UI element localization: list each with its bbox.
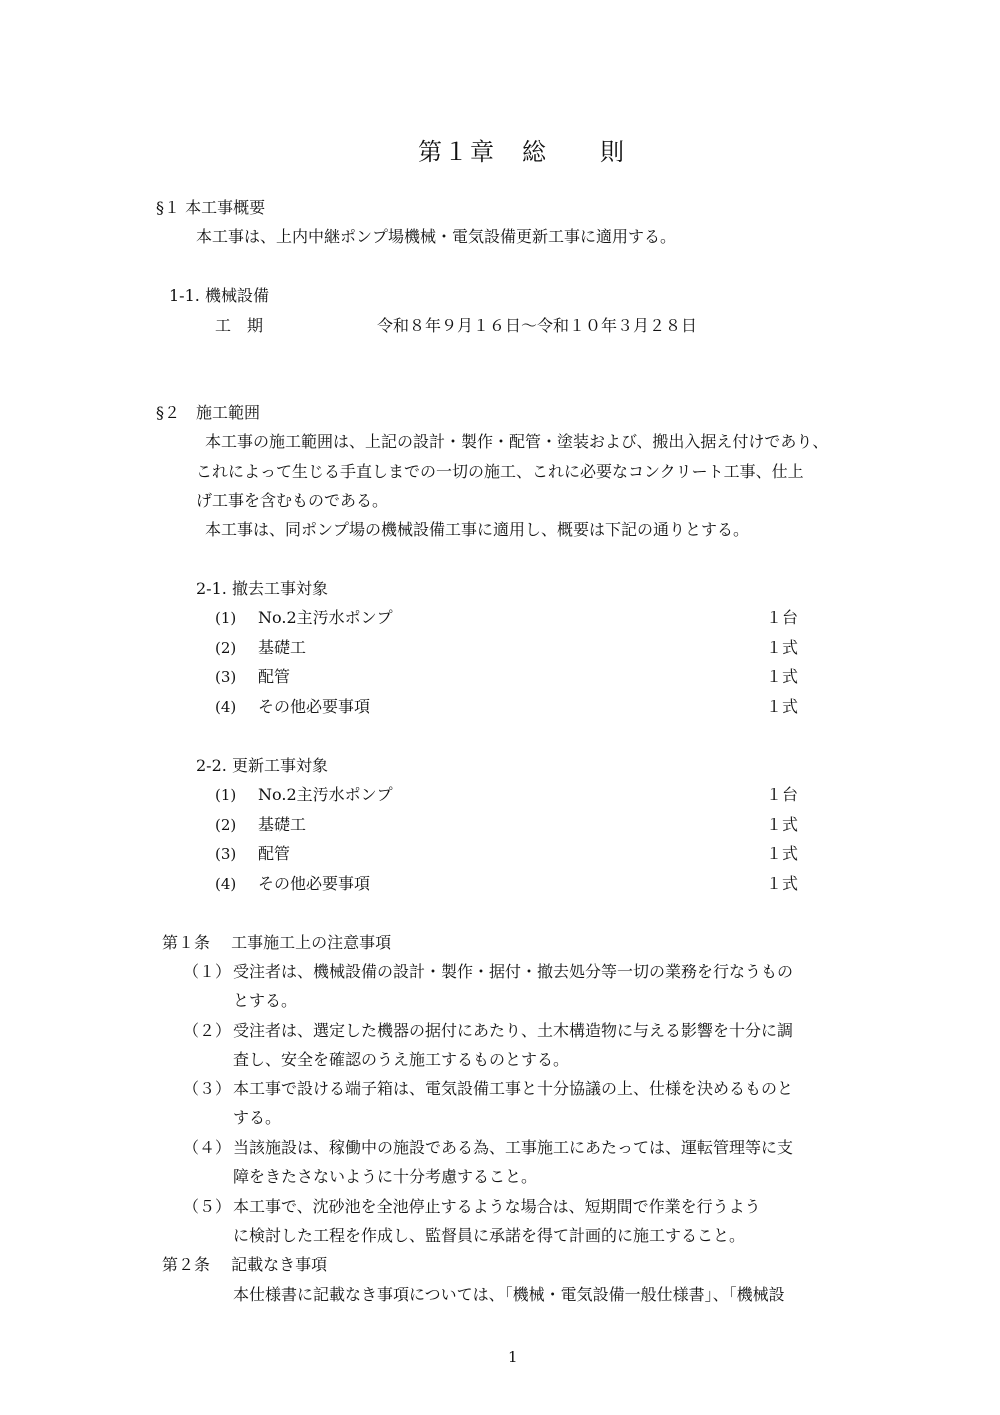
list-item-qty: １式: [766, 638, 799, 657]
article-1-item-text: 受注者は、機械設備の設計・製作・据付・撤去処分等一切の業務を行なうもの: [233, 962, 794, 981]
section-2-body-line: 本工事は、同ポンプ場の機械設備工事に適用し、概要は下記の通りとする。: [205, 520, 750, 539]
article-1-item-text: に検討した工程を作成し、監督員に承諾を得て計画的に施工すること。: [233, 1226, 746, 1245]
period-label: 工 期: [215, 316, 264, 335]
list-item-name: No.2主汚水ポンプ: [258, 785, 393, 804]
section-2-body-line: これによって生じる手直しまでの一切の施工、これに必要なコンクリート工事、仕上: [196, 462, 804, 481]
article-1-item-text: 査し、安全を確認のうえ施工するものとする。: [233, 1050, 570, 1069]
list-item-qty: １台: [766, 608, 799, 627]
list-item-number: (2): [215, 639, 237, 657]
list-item-number: (2): [215, 816, 237, 834]
section-2-body-line: 本工事の施工範囲は、上記の設計・製作・配管・塗装および、搬出入据え付けであり、: [205, 432, 829, 451]
list-item-number: (4): [215, 698, 237, 716]
article-1-item-number: （４）: [183, 1138, 232, 1157]
list-item-name: No.2主汚水ポンプ: [258, 608, 393, 627]
article-1-item-text: 障をきたさないように十分考慮すること。: [233, 1167, 538, 1186]
renewal-heading: 2-2. 更新工事対象: [196, 756, 328, 775]
section-1-body: 本工事は、上内中継ポンプ場機械・電気設備更新工事に適用する。: [196, 227, 677, 246]
section-1-1-heading: 1-1. 機械設備: [169, 286, 269, 305]
article-1-item-number: （１）: [183, 962, 232, 981]
list-item-name: 配管: [258, 844, 291, 863]
period-value: 令和８年９月１６日～令和１０年３月２８日: [377, 316, 698, 335]
article-1-item-number: （２）: [183, 1021, 232, 1040]
article-1-item-text: 本工事で設ける端子箱は、電気設備工事と十分協議の上、仕様を決めるものと: [233, 1079, 794, 1098]
removal-heading: 2-1. 撤去工事対象: [196, 579, 328, 598]
article-2-heading: 第２条 記載なき事項: [162, 1255, 328, 1274]
list-item-number: (3): [215, 845, 237, 863]
list-item-name: その他必要事項: [258, 874, 371, 893]
list-item-qty: １式: [766, 697, 799, 716]
list-item-name: 基礎工: [258, 815, 307, 834]
article-1-item-number: （５）: [183, 1197, 232, 1216]
list-item-number: (3): [215, 668, 237, 686]
list-item-number: (4): [215, 875, 237, 893]
section-2-body-line: げ工事を含むものである。: [196, 491, 389, 510]
list-item-number: (1): [215, 786, 237, 804]
list-item-name: 配管: [258, 667, 291, 686]
article-1-item-text: 当該施設は、稼働中の施設である為、工事施工にあたっては、運転管理等に支: [233, 1138, 794, 1157]
section-1-heading: §１ 本工事概要: [156, 198, 266, 217]
list-item-qty: １式: [766, 874, 799, 893]
list-item-number: (1): [215, 609, 237, 627]
article-1-item-text: する。: [233, 1108, 282, 1127]
list-item-qty: １台: [766, 785, 799, 804]
section-2-heading: §２ 施工範囲: [156, 403, 261, 422]
list-item-name: 基礎工: [258, 638, 307, 657]
article-1-item-number: （３）: [183, 1079, 232, 1098]
list-item-qty: １式: [766, 815, 799, 834]
article-1-heading: 第１条 工事施工上の注意事項: [162, 933, 392, 952]
article-1-item-text: 受注者は、選定した機器の据付にあたり、土木構造物に与える影響を十分に調: [233, 1021, 794, 1040]
list-item-qty: １式: [766, 667, 799, 686]
article-1-item-text: 本工事で、沈砂池を全池停止するような場合は、短期間で作業を行うよう: [233, 1197, 761, 1216]
page-number: 1: [508, 1348, 518, 1366]
list-item-qty: １式: [766, 844, 799, 863]
list-item-name: その他必要事項: [258, 697, 371, 716]
article-1-item-text: とする。: [233, 991, 298, 1010]
article-2-body: 本仕様書に記載なき事項については、「機械・電気設備一般仕様書」、「機械設: [233, 1285, 785, 1304]
chapter-title: 第１章 総 則: [418, 138, 626, 166]
